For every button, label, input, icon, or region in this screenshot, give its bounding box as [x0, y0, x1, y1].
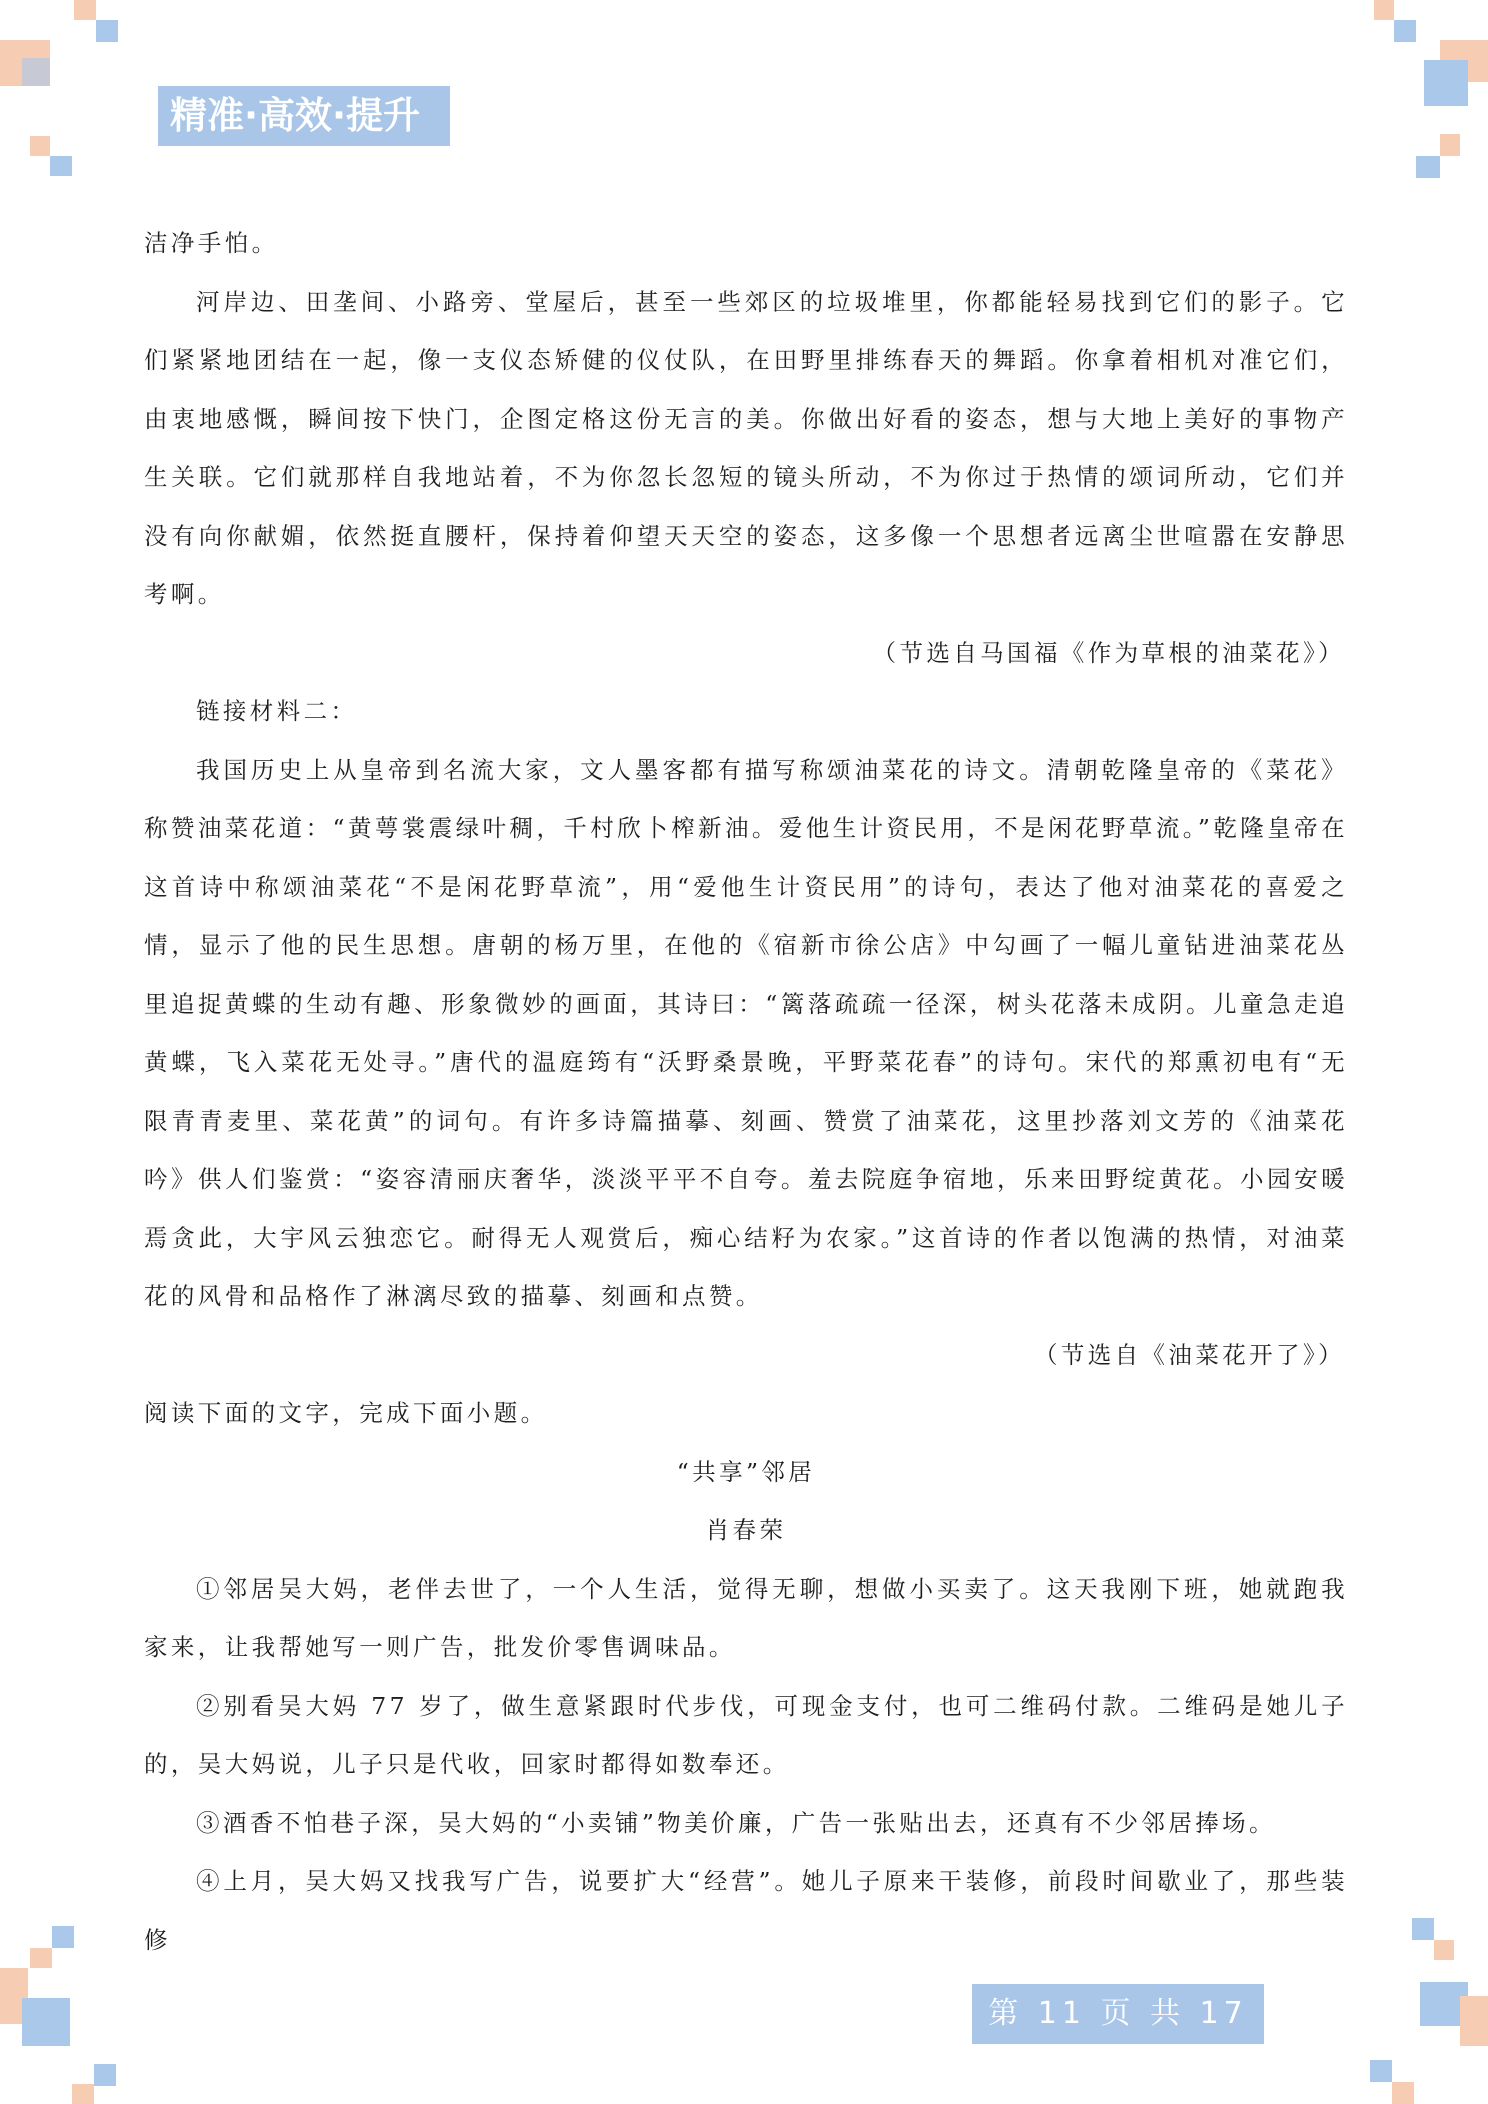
paragraph: 河岸边、田垄间、小路旁、堂屋后，甚至一些郊区的垃圾堆里，你都能轻易找到它们的影子。它们紧紧地团结在一起，像一支仪态矫健的仪仗队，在田野里排练春天的舞蹈。你拿着相机对准它们，由衷地感慨，瞬间按下快门，企图定格这份无言的美。你做出好看的姿态，想与大地上美好的事物产生关联。它们就那样自我地站着，不为你忽长忽短的镜头所动，不为你过于热情的颂词所动，它们并没有向你献媚，依然挺直腰杆，保持着仰望天天空的姿态，这多像一个思想者远离尘世喧嚣在安静思考啊。: [144, 287, 1348, 608]
decor-square: [22, 1998, 70, 2046]
instruction: 阅读下面的文字，完成下面小题。: [144, 1399, 548, 1427]
document-body: [144, 214, 1348, 1969]
paragraph: ③酒香不怕巷子深，吴大妈的“小卖铺”物美价廉，广告一张贴出去，还真有不少邻居捧场。: [196, 1808, 1276, 1837]
decor-square: [1392, 2082, 1414, 2104]
decor-square: [1394, 20, 1416, 42]
page-indicator: 第 11 页 共 17 页: [972, 1984, 1264, 2044]
source-citation: （节选自《油菜花开了》）: [1033, 1340, 1345, 1369]
decor-square: [1434, 1940, 1454, 1960]
paragraph: ②别看吴大妈 77 岁了，做生意紧跟时代步伐，可现金支付，也可二维码付款。二维码是她儿子的，吴大妈说，儿子只是代收，回家时都得如数奉还。: [144, 1691, 1348, 1778]
decor-square: [72, 2084, 94, 2104]
source-citation: （节选自马国福《作为草根的油菜花》）: [872, 638, 1345, 667]
article-author: 肖春荣: [705, 1516, 787, 1544]
decor-square: [1412, 1918, 1434, 1940]
paragraph: ①邻居吴大妈，老伴去世了，一个人生活，觉得无聊，想做小买卖了。这天我刚下班，她就跑我家来，让我帮她写一则广告，批发价零售调味品。: [144, 1574, 1348, 1661]
decor-square: [1424, 60, 1468, 106]
decor-square: [74, 0, 96, 20]
decor-square: [1440, 134, 1460, 156]
decor-square: [1374, 0, 1394, 20]
decor-square: [1460, 1996, 1488, 2046]
decor-square: [94, 2064, 116, 2086]
section-label: 链接材料二：: [196, 697, 358, 725]
decor-square: [30, 136, 50, 156]
decor-square: [22, 58, 50, 86]
decor-square: [30, 1948, 52, 1968]
paragraph: 我国历史上从皇帝到名流大家，文人墨客都有描写称颂油菜花的诗文。清朝乾隆皇帝的《菜花》称赞油菜花道：“黄萼裳震绿叶稠，千村欣卜榨新油。爱他生计资民用，不是闲花野草流。”乾隆皇帝在这首诗中称颂油菜花“不是闲花野草流”，用“爱他生计资民用”的诗句，表达了他对油菜花的喜爱之情，显示了他的民生思想。唐朝的杨万里，在他的《宿新市徐公店》中勾画了一幅儿童钻进油菜花丛里追捉黄蝶的生动有趣、形象微妙的画面，其诗曰：“篱落疏疏一径深，树头花落未成阴。儿童急走追黄蝶，飞入菜花无处寻。”唐代的温庭筠有“沃野桑景晚，平野菜花春”的诗句。宋代的郑熏初电有“无限青青麦里、菜花黄”的词句。有许多诗篇描摹、刻画、赞赏了油菜花，这里抄落刘文芳的《油菜花吟》供人们鉴赏：“姿容清丽庆奢华，淡淡平平不自夸。羞去院庭争宿地，乐来田野绽黄花。小园安暖焉贪此，大宇风云独恋它。耐得无人观赏后，痴心结籽为农家。”这首诗的作者以饱满的热情，对油菜花的风骨和品格作了淋漓尽致的描摹、刻画和点赞。: [144, 755, 1348, 1310]
article-title: “共享”邻居: [676, 1457, 816, 1486]
paragraph: 洁净手怕。: [144, 229, 279, 257]
decor-square: [50, 156, 72, 176]
paragraph: ④上月，吴大妈又找我写广告，说要扩大“经营”。她儿子原来干装修，前段时间歇业了，那些装修: [144, 1867, 1348, 1954]
decor-square: [52, 1926, 74, 1948]
decor-square: [96, 20, 118, 42]
decor-square: [1416, 156, 1440, 178]
decor-square: [1370, 2060, 1392, 2082]
brand-banner: 精准·高效·提升: [158, 86, 450, 146]
